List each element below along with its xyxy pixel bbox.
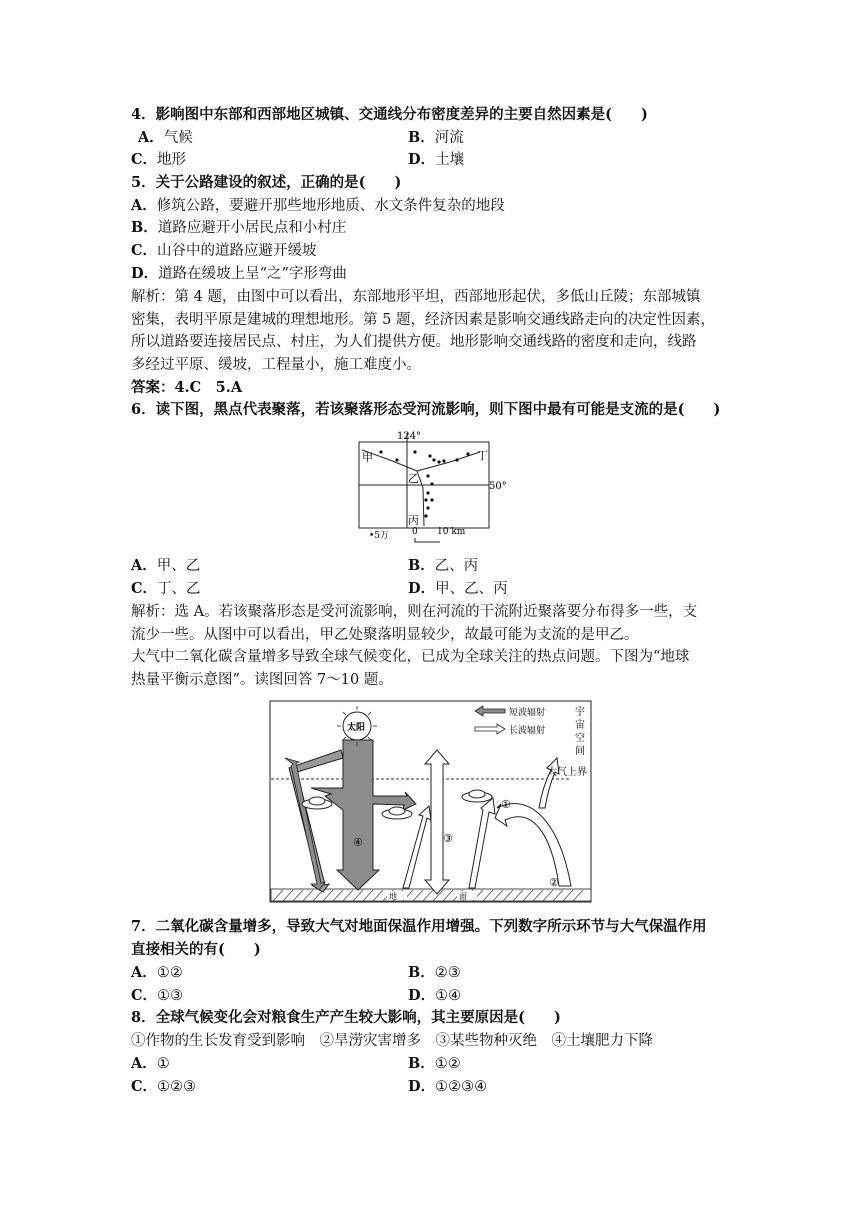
analysis-line: 流少一些。从图中可以看出，甲乙处聚落明显较少，故最可能为支流的是甲乙。 — [131, 627, 639, 643]
atmosphere-top-label: 大气上界 — [547, 767, 587, 778]
q6-option-d — [408, 578, 508, 600]
option-text: ①② — [156, 965, 183, 981]
option-key: C． — [131, 580, 158, 597]
q5-option-d — [131, 263, 741, 285]
option-text: ①②③④ — [435, 1079, 488, 1095]
answer-line: 答案：4.C 5.A — [131, 379, 243, 396]
q5-option-c — [131, 240, 741, 262]
option-key: A． — [131, 964, 157, 981]
sun-label: 太阳 — [347, 723, 366, 733]
legend-long-wave: 长波辐射 — [509, 726, 546, 736]
option-key: D． — [408, 580, 436, 597]
settlement-dots — [379, 450, 469, 517]
q8-option-d — [408, 1076, 487, 1098]
option-text: 地形 — [157, 152, 187, 168]
option-key: B． — [131, 219, 158, 236]
option-text: 土壤 — [435, 152, 465, 168]
option-text: 道路在缓坡上呈“之”字形弯曲 — [158, 266, 347, 282]
marker-3: ③ — [443, 832, 453, 845]
option-key: C． — [131, 151, 158, 168]
q4-option-b — [408, 127, 464, 149]
q8-option-a — [131, 1053, 170, 1075]
q5-option-a — [131, 195, 741, 217]
intro-line: 大气中二氧化碳含量增多导致全球气候变化，已成为全球关注的热点问题。下图为“地球 — [131, 649, 690, 665]
scale-zero: 0 — [412, 527, 418, 537]
marker-1: ① — [501, 798, 511, 811]
ground-label-right: 面 — [459, 892, 467, 901]
q4-option-d — [408, 149, 464, 171]
option-key: D． — [408, 987, 436, 1004]
label-yi: 乙 — [408, 472, 419, 485]
q7-stem: 直接相关的有( ) — [131, 941, 261, 958]
option-text: ①②③ — [157, 1079, 197, 1095]
ground-label-left: 地 — [389, 892, 397, 901]
option-text: 修筑公路，要避开那些地形地质、水文条件复杂的地段 — [156, 198, 505, 214]
option-key: A． — [131, 1055, 157, 1072]
longitude-label: 124° — [397, 431, 422, 442]
q6-option-b — [408, 555, 478, 577]
option-text: 气候 — [163, 130, 193, 146]
label-bing: 丙 — [408, 514, 419, 527]
q8-stem: 8．全球气候变化会对粮食生产产生较大影响，其主要原因是( ) — [131, 1009, 561, 1026]
scale-bar — [415, 538, 440, 542]
option-text: 乙、丙 — [434, 558, 479, 574]
q7-option-c — [131, 985, 183, 1007]
ground-strip — [271, 889, 591, 901]
analysis-line: 密集，表明平原是建城的理想地形。第 5 题，经济因素是影响交通线路走向的决定性因素， — [131, 312, 715, 328]
q5-stem: 5．关于公路建设的叙述，正确的是( ) — [131, 174, 402, 191]
q4-stem: 4．影响图中东部和西部地区城镇、交通线分布密度差异的主要自然因素是( ) — [131, 106, 648, 123]
option-key: B． — [408, 557, 435, 574]
option-key: C． — [131, 1078, 158, 1095]
latitude-label: 50° — [489, 481, 507, 492]
space-label-char: 宙 — [575, 720, 585, 731]
option-text: 山谷中的道路应避开缓坡 — [157, 243, 317, 259]
analysis-line: 所以道路要连接居民点、村庄，为人们提供方便。地形影响交通线路的密度和走向，线路 — [131, 334, 697, 350]
option-key: D． — [131, 265, 159, 282]
option-key: C． — [131, 242, 158, 259]
option-text: ②③ — [434, 965, 461, 981]
q4-option-a — [138, 127, 193, 149]
option-text: ① — [156, 1056, 170, 1072]
q7-stem: 7．二氧化碳含量增多，导致大气对地面保温作用增强。下列数字所示环节与大气保温作用 — [131, 918, 707, 935]
heat-balance-diagram — [269, 700, 594, 905]
marker-4: ④ — [353, 836, 363, 849]
option-key: D． — [408, 151, 436, 168]
analysis-line: 解析：选 A。若该聚落形态是受河流影响，则在河流的干流附近聚落要分布得多一些，支 — [131, 604, 698, 620]
option-text: ①③ — [157, 988, 184, 1004]
q7-option-b — [408, 962, 461, 984]
option-text: 道路应避开小居民点和小村庄 — [157, 220, 347, 236]
space-label-char: 空 — [575, 733, 585, 744]
option-text: 甲、乙、丙 — [435, 581, 508, 597]
analysis-line: 多经过平原、缓坡，工程量小，施工难度小。 — [131, 357, 421, 373]
option-text: ①② — [434, 1056, 461, 1072]
label-ding: 丁 — [477, 449, 488, 462]
q4-option-c — [131, 149, 186, 171]
label-jia: 甲 — [362, 451, 373, 464]
option-key: A． — [131, 557, 157, 574]
option-text: 甲、乙 — [156, 558, 201, 574]
analysis-line: 解析：第 4 题，由图中可以看出，东部地形平坦，西部地形起伏，多低山丘陵；东部城镇 — [131, 289, 701, 305]
q6-option-c — [131, 578, 201, 600]
map-legend: •5万 — [369, 531, 390, 541]
q6-stem: 6．读下图，黑点代表聚落，若该聚落形态受河流影响，则下图中最有可能是支流的是( ) — [131, 401, 721, 418]
q8-option-c — [131, 1076, 196, 1098]
option-key: A． — [131, 197, 157, 214]
option-text: 河流 — [434, 130, 464, 146]
intro-line: 热量平衡示意图”。读图回答 7～10 题。 — [131, 672, 393, 688]
space-label-char: 宇 — [575, 707, 585, 718]
option-key: D． — [408, 1078, 436, 1095]
marker-2: ② — [549, 876, 559, 889]
option-key: B． — [408, 964, 435, 981]
river-ding — [417, 452, 480, 471]
q5-option-b — [131, 217, 741, 239]
space-label-char: 间 — [575, 746, 585, 757]
q8-items: ①作物的生长发育受到影响 ②旱涝灾害增多 ③某些物种灭绝 ④土壤肥力下降 — [131, 1033, 653, 1049]
option-text: ①④ — [435, 988, 462, 1004]
settlement-map — [350, 428, 510, 548]
option-key: B． — [408, 1055, 435, 1072]
q7-option-d — [408, 985, 461, 1007]
option-key: C． — [131, 987, 158, 1004]
option-key: A． — [138, 129, 164, 146]
scale-end: 10 km — [437, 527, 466, 537]
legend-short-wave: 短波辐射 — [509, 708, 546, 718]
q6-option-a — [131, 555, 200, 577]
q8-option-b — [408, 1053, 461, 1075]
option-key: B． — [408, 129, 435, 146]
option-text: 丁、乙 — [157, 581, 201, 597]
q7-option-a — [131, 962, 183, 984]
